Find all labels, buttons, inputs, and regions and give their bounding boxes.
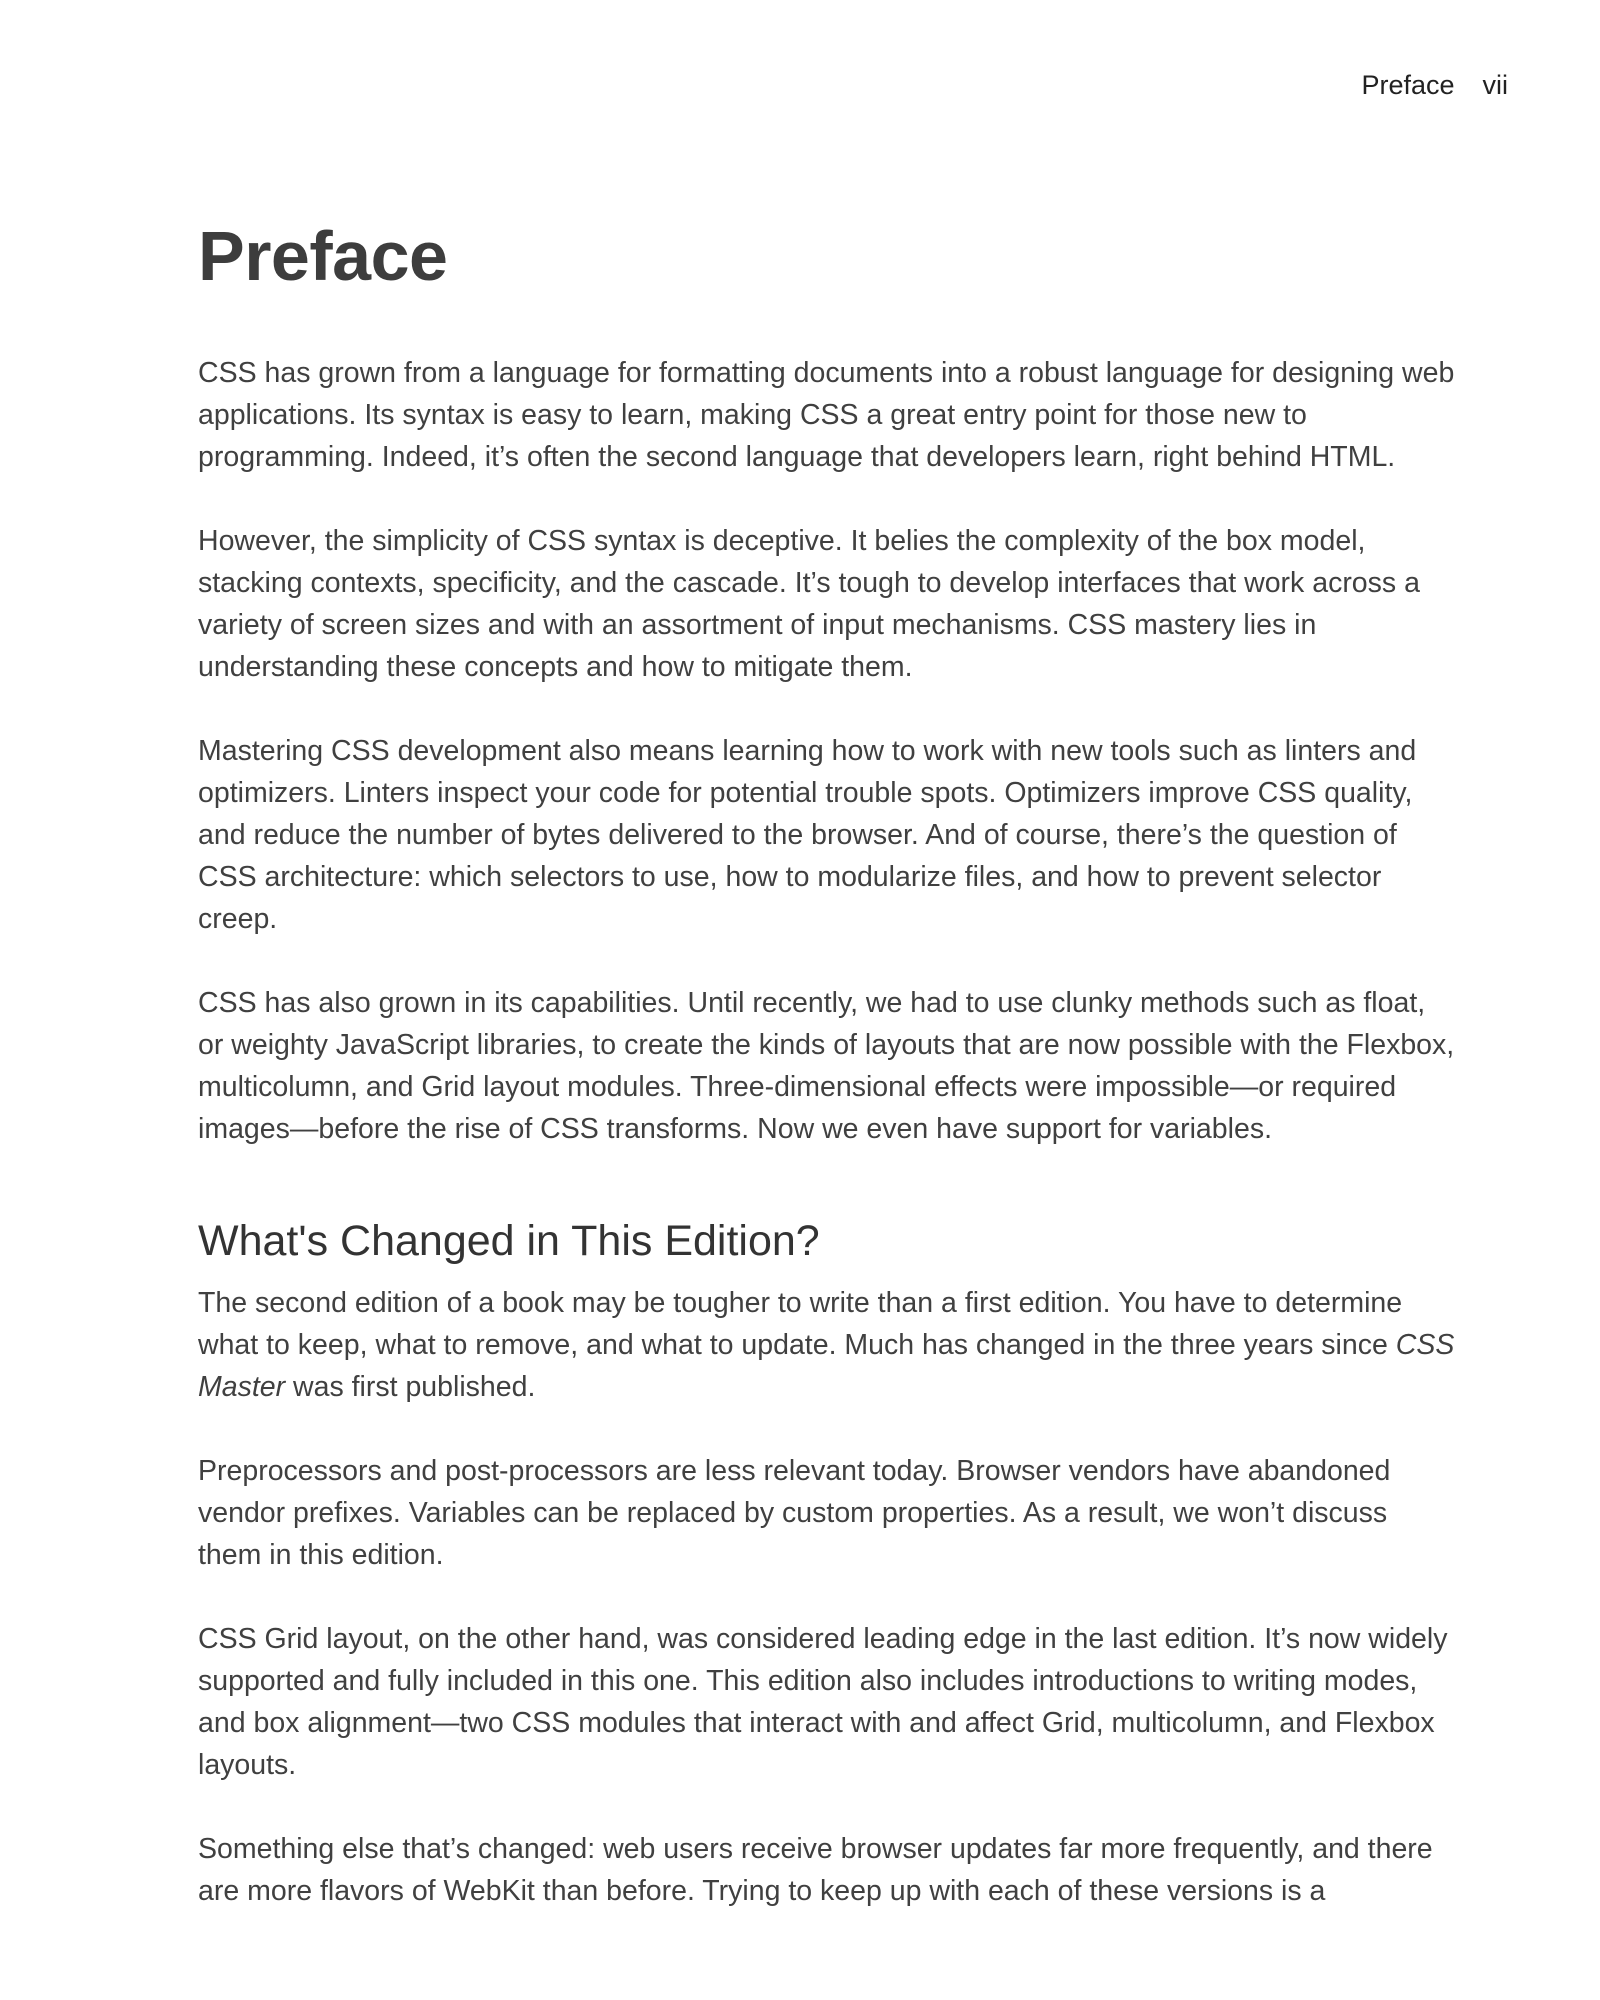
- paragraph-4: CSS has also grown in its capabilities. Until recently, we had to use clunky methods such as float, or weighty JavaScript libraries, to create the kinds of layouts that are now possible with the Flexbox, multicolumn, and Grid layout modules. Three-dimensional effects were impossible—or required images—before the rise of CSS transforms. Now we even have support for variables.: [198, 987, 1455, 1145]
- section-paragraph-4: Something else that’s changed: web users receive browser updates far more frequently, and there are more flavors of WebKit than before. Trying to keep up with each of these versions is a: [198, 1833, 1433, 1907]
- section-paragraph-1: [198, 1282, 1458, 1408]
- page-content: [198, 210, 1458, 1912]
- paragraph-2: However, the simplicity of CSS syntax is deceptive. It belies the complexity of the box model, stacking contexts, specificity, and the cascade. It’s tough to develop interfaces that work across a variety of screen sizes and with an assortment of input mechanisms. CSS mastery lies in understanding these concepts and how to mitigate them.: [198, 525, 1420, 683]
- section-paragraph-3: CSS Grid layout, on the other hand, was considered leading edge in the last edition. It’s now widely supported and fully included in this one. This edition also includes introductions to writing modes, and box alignment—two CSS modules that interact with and affect Grid, multicolumn, and Flexbox layouts.: [198, 1623, 1448, 1781]
- paragraph-1: CSS has grown from a language for formatting documents into a robust language for designing web applications. Its syntax is easy to learn, making CSS a great entry point for those new to programming. Indeed, it’s often the second language that developers learn, right behind HTML.: [198, 357, 1455, 473]
- page-number: vii: [1482, 70, 1508, 100]
- running-header-section: Preface: [1361, 70, 1455, 100]
- page-title: Preface: [198, 217, 448, 295]
- section-heading: What's Changed in This Edition?: [198, 1217, 820, 1265]
- section-paragraph-2: Preprocessors and post-processors are less relevant today. Browser vendors have abandoned vendor prefixes. Variables can be replaced by custom properties. As a result, we won’t discuss them in this edition.: [198, 1455, 1391, 1571]
- paragraph-3: Mastering CSS development also means learning how to work with new tools such as linters and optimizers. Linters inspect your code for potential trouble spots. Optimizers improve CSS quality, and reduce the number of bytes delivered to the browser. And of course, there’s the question of CSS architecture: which selectors to use, how to modularize files, and how to prevent selector creep.: [198, 735, 1417, 935]
- running-header: [1361, 70, 1508, 101]
- section-paragraph-1-text-after: was first published.: [285, 1371, 536, 1403]
- book-title: CSS Master: [198, 1329, 1455, 1403]
- section-paragraph-1-text-before: The second edition of a book may be tougher to write than a first edition. You have to determine what to keep, what to remove, and what to update. Much has changed in the three years since: [198, 1287, 1403, 1361]
